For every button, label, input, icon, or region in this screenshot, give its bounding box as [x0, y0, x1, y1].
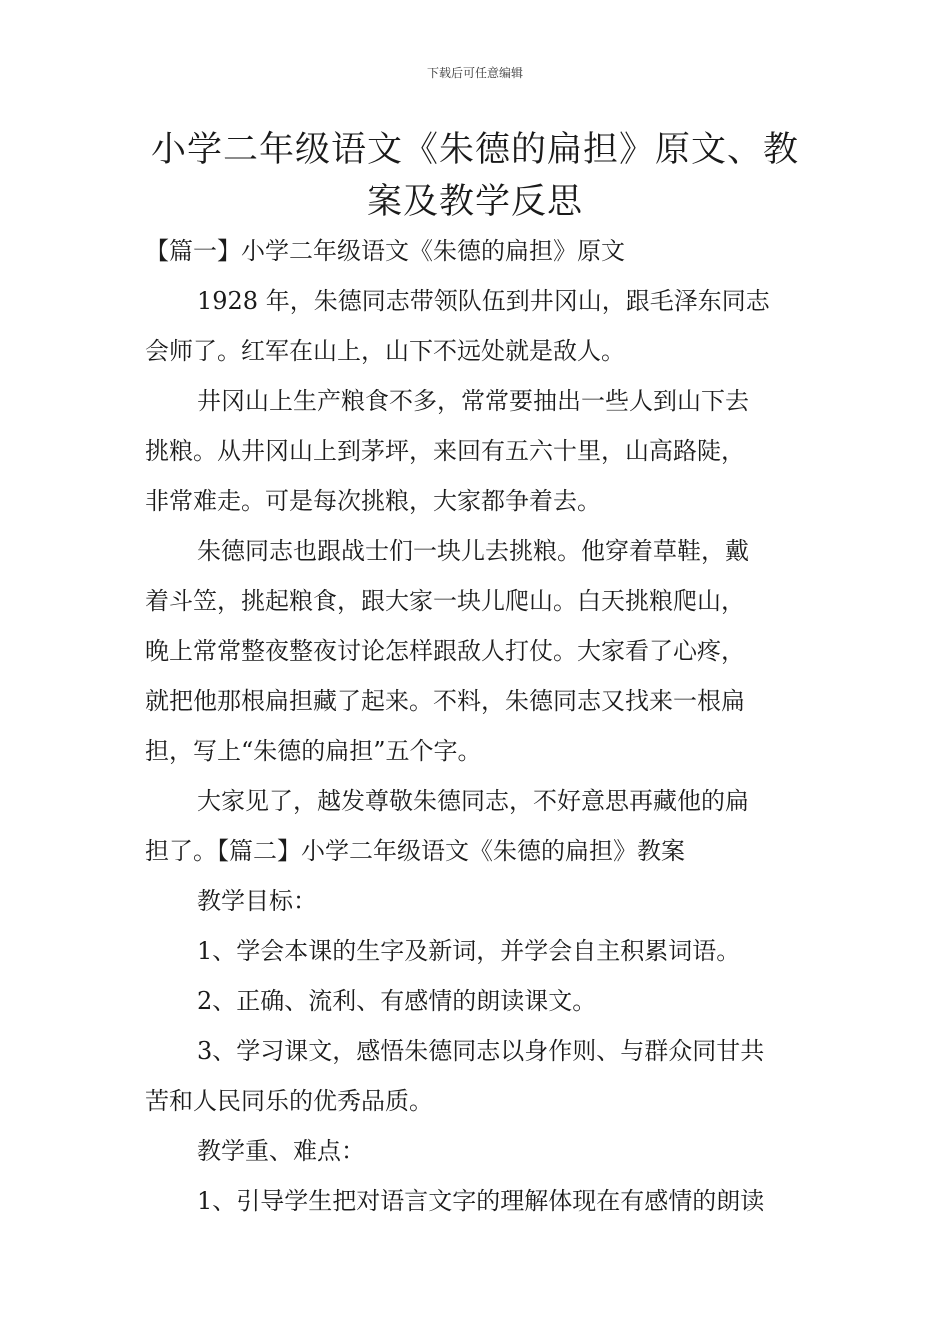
- text-line: 大家见了，越发尊敬朱德同志，不好意思再藏他的扁: [197, 787, 749, 815]
- header-note: 下载后可任意编辑: [426, 66, 523, 80]
- title-line-2: 案及教学反思: [366, 182, 583, 222]
- text-line: 着斗笠，挑起粮食，跟大家一块儿爬山。白天挑粮爬山，: [145, 587, 745, 615]
- text-line: 晚上常常整夜整夜讨论怎样跟敌人打仗。大家看了心疼，: [145, 637, 745, 665]
- text-line: 1、学会本课的生字及新词，并学会自主积累词语。: [197, 937, 741, 965]
- text-line: 非常难走。可是每次挑粮，大家都争着去。: [145, 487, 601, 515]
- text-line: 3、学习课文，感悟朱德同志以身作则、与群众同甘共: [197, 1037, 765, 1065]
- text-line: 1928 年，朱德同志带领队伍到井冈山，跟毛泽东同志: [197, 287, 770, 315]
- text-line: 担，写上“朱德的扁担”五个字。: [145, 737, 482, 765]
- text-line: 会师了。红军在山上，山下不远处就是敌人。: [145, 337, 625, 365]
- text-line: 挑粮。从井冈山上到茅坪，来回有五六十里，山高路陡，: [145, 437, 745, 465]
- text-line: 教学重、难点：: [197, 1137, 365, 1165]
- text-line: 教学目标：: [197, 887, 317, 915]
- text-line: 1、引导学生把对语言文字的理解体现在有感情的朗读: [197, 1187, 765, 1215]
- text-line: 苦和人民同乐的优秀品质。: [145, 1087, 433, 1115]
- text-line: 就把他那根扁担藏了起来。不料，朱德同志又找来一根扁: [145, 687, 745, 715]
- text-line: 担了。【篇二】小学二年级语文《朱德的扁担》教案: [145, 837, 685, 865]
- body-text: [145, 226, 807, 1226]
- text-line: 2、正确、流利、有感情的朗读课文。: [197, 987, 597, 1015]
- text-line: 朱德同志也跟战士们一块儿去挑粮。他穿着草鞋，戴: [197, 537, 749, 565]
- page-title: [145, 124, 805, 228]
- title-line-1: 小学二年级语文《朱德的扁担》原文、教: [150, 130, 799, 170]
- text-line: 【篇一】小学二年级语文《朱德的扁担》原文: [145, 237, 625, 265]
- text-line: 井冈山上生产粮食不多，常常要抽出一些人到山下去: [197, 387, 749, 415]
